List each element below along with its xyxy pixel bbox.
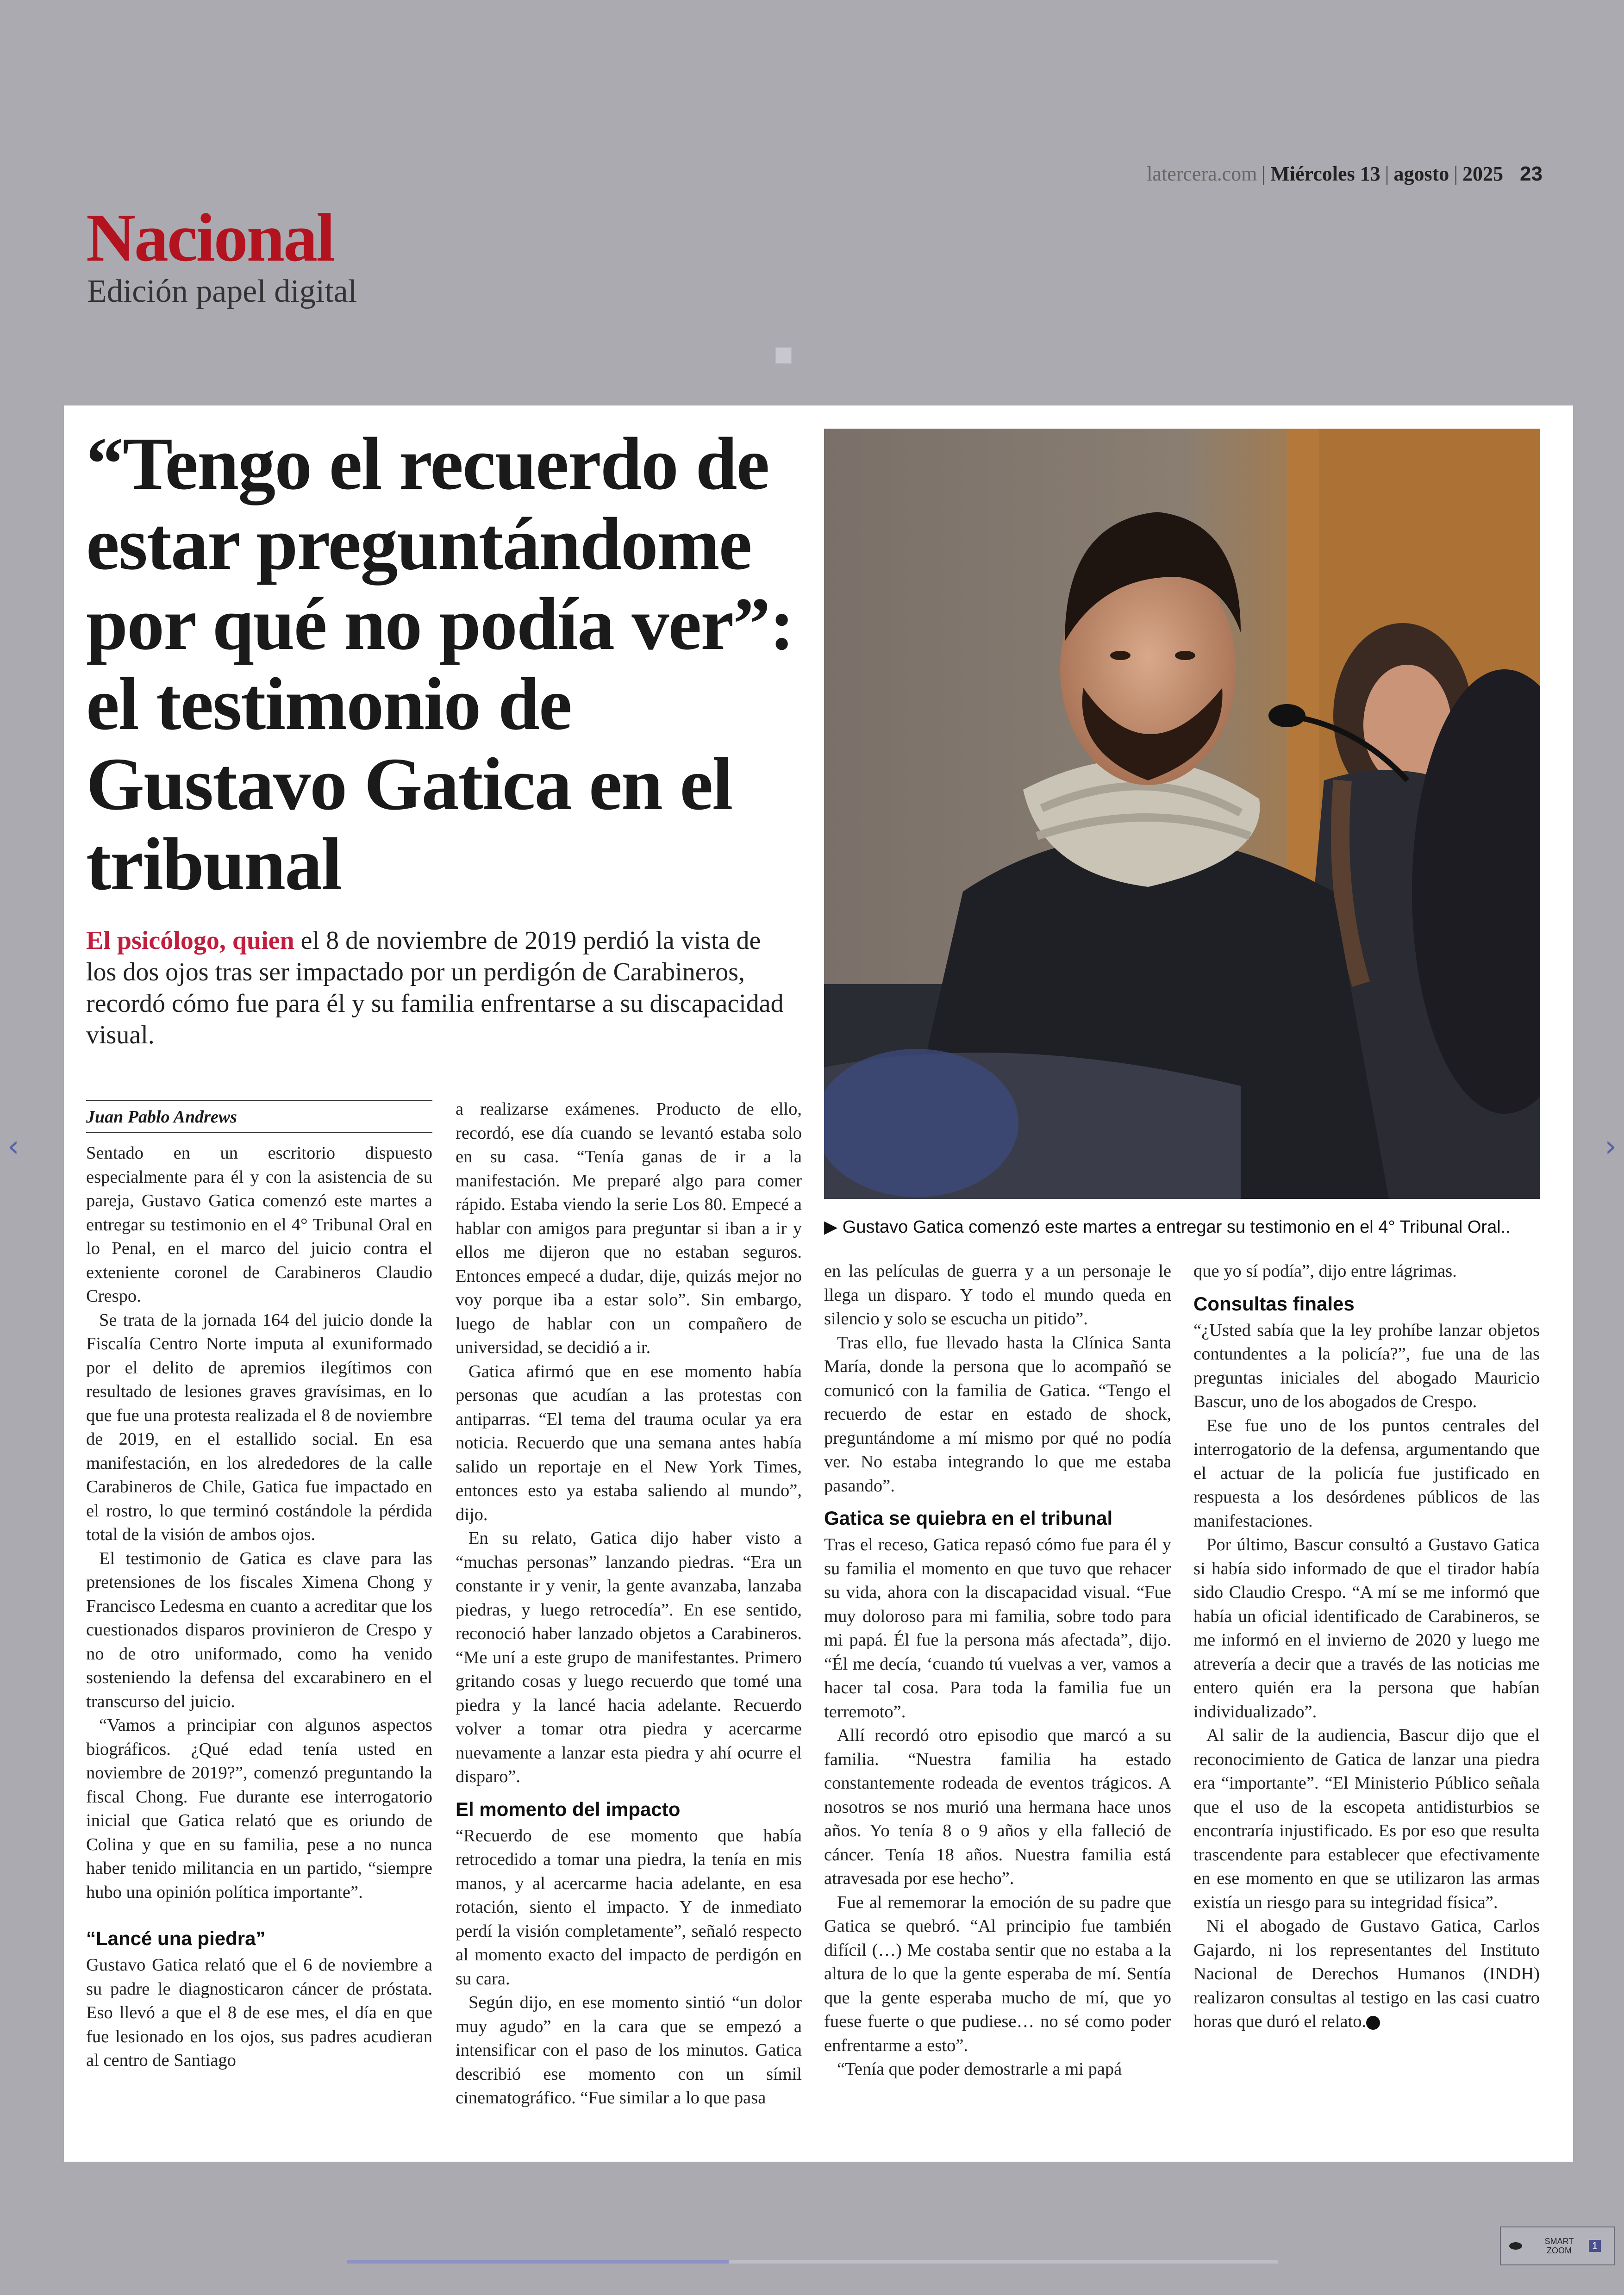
- progress-fill: [347, 2260, 729, 2264]
- paragraph: “Vamos a principiar con algunos aspectos biográficos. ¿Qué edad tenía usted en noviembre de 2019?”, comenzó preguntando la fiscal Chong. Fue durante ese interrogatorio inicial que Gatica relató que es oriundo de Colina y que en su familia, pese a no nunca haber tenido militancia en un partido, “siempre hubo una opinión política importante”.: [86, 1715, 432, 1902]
- lede-text: el 8 de noviembre de 2019 perdió la vista de los dos ojos tras ser impactado por un perdigón de Carabineros, recordó cómo fue para él y su familia enfrentarse a su discapacidad visual.: [86, 926, 784, 1049]
- eye-icon: [1509, 2242, 1522, 2250]
- paragraph: Gustavo Gatica relató que el 6 de noviembre a su padre le diagnosticaron cáncer de próstata. Eso llevó a que el 8 de ese mes, el día en que fue lesionado en los ojos, sus padres acudieran al centro de Santiago: [86, 1955, 432, 2070]
- paragraph-text: Ni el abogado de Gustavo Gatica, Carlos Gajardo, ni los representantes del Instituto Nacional de Derechos Humanos (INDH) realizaron consultas al testigo en las casi cuatro horas que duró el relato.: [1193, 1916, 1540, 2031]
- article-column-4: [1193, 1260, 1540, 2034]
- subheading: Gatica se quiebra en el tribunal: [824, 1507, 1113, 1529]
- section-title: Nacional: [86, 200, 334, 276]
- end-mark-icon: [1366, 2016, 1380, 2030]
- smart-zoom-label: SMART ZOOM: [1544, 2237, 1574, 2255]
- paragraph: en las películas de guerra y a un personaje le llega un disparo. Y todo el mundo queda en silencio y solo se escucha un pitido”.: [824, 1261, 1171, 1328]
- article-column-1: [86, 1141, 432, 2073]
- paragraph: [1193, 1915, 1540, 2034]
- edition-label: Edición papel digital: [87, 274, 357, 309]
- paragraph: Según dijo, en ese momento sintió “un dolor muy agudo” en la cara que se empezó a intensificar con el paso de los minutos. Gatica describió ese momento con un símil cinematográfico. “Fue similar a lo que pasa: [456, 1993, 802, 2108]
- issue-year: 2025: [1462, 162, 1504, 185]
- paragraph: Tras ello, fue llevado hasta la Clínica Santa María, donde la persona que lo acompañó se comunicó con la familia de Gatica. “Tengo el recuerdo de estar en estado de shock, preguntándome a mí mismo por qué no podía ver. No estaba integrando lo que me estaba pasando”.: [824, 1333, 1171, 1496]
- site-name: latercera.com: [1147, 162, 1257, 185]
- article-column-2: [456, 1098, 802, 2110]
- paragraph: “¿Usted sabía que la ley prohíbe lanzar objetos contundentes a la policía?”, fue una de las preguntas iniciales del abogado Mauricio Bascur, uno de los abogados de Crespo.: [1193, 1320, 1540, 1411]
- issue-month: agosto: [1393, 162, 1449, 185]
- page-header-meta: latercera.com | Miércoles 13 | agosto | 2025 23: [1147, 162, 1543, 185]
- page-thumbnail-icon[interactable]: [775, 347, 792, 364]
- photo-illustration: [824, 429, 1540, 1199]
- prev-page-button[interactable]: ‹: [7, 1129, 19, 1164]
- issue-day: Miércoles 13: [1270, 162, 1380, 185]
- smart-zoom-badge: 1: [1589, 2240, 1601, 2252]
- next-page-button[interactable]: ›: [1605, 1129, 1617, 1164]
- subheading: El momento del impacto: [456, 1798, 681, 1820]
- paragraph: En su relato, Gatica dijo haber visto a “muchas personas” lanzando piedras. “Era un constante ir y venir, la gente avanzaba, lanzaba piedras, y luego retrocedía”. En ese sentido, reconoció haber lanzado objetos a Carabineros. “Me uní a este grupo de manifestantes. Primero gritando cosas y luego recuerdo que tomé una piedra y la lancé hacia adelante. Recuerdo volver a tomar otra piedra y acercarme nuevamente a lanzar esta piedra y ahí ocurre el disparo”.: [456, 1528, 802, 1786]
- newspaper-page: [64, 405, 1573, 2162]
- paragraph: Allí recordó otro episodio que marcó a su familia. “Nuestra familia ha estado constantemente rodeada de eventos trágicos. A nosotros se nos murió una hermana hace unos años. Yo tenía 8 o 9 años y ella falleció de cáncer. Tenía 18 años. Nuestra familia está atravesada por ese hecho”.: [824, 1726, 1171, 1888]
- subheading: “Lancé una piedra”: [86, 1927, 266, 1949]
- byline: Juan Pablo Andrews: [86, 1100, 432, 1133]
- paragraph: Gatica afirmó que en ese momento había personas que acudían a las protestas con antiparras. “El tema del trauma ocular ya era noticia. Recuerdo que una semana antes había salido un reportaje en el New York Times, entonces esto ya estaba saliendo al mundo”, dijo.: [456, 1361, 802, 1524]
- page-number: 23: [1520, 162, 1543, 185]
- paragraph: Por último, Bascur consultó a Gustavo Gatica si había sido informado de que el tirador había sido Claudio Crespo. “A mí se me informó que había un oficial identificado de Carabineros, se me informó en el invierno de 2020 y luego me atrevería a decir que a través de las noticias me entero quién era la persona que habían individualizado”.: [1193, 1535, 1540, 1721]
- paragraph: “Recuerdo de ese momento que había retrocedido a tomar una piedra, la tenía en mis manos, y al acercarme hacia adelante, en esa rotación, siento el impacto. Y de inmediato perdí la visión completamente”, señaló respecto al momento exacto del impacto de perdigón en su cara.: [456, 1826, 802, 1989]
- lede-kicker: El psicólogo, quien: [86, 926, 294, 955]
- paragraph: Al salir de la audiencia, Bascur dijo que el reconocimiento de Gatica de lanzar una piedra era “importante”. “El Ministerio Público señala que el uso de la escopeta antidisturbios se encontraría injustificado. Es por eso que resulta trascendente para establecer que efectivamente en ese momento en que se utilizaron las armas existía un riesgo para su integridad física”.: [1193, 1726, 1540, 1912]
- article-column-3: [824, 1260, 1171, 2082]
- photo-caption: ▶ Gustavo Gatica comenzó este martes a entregar su testimonio en el 4° Tribunal Oral..: [824, 1217, 1511, 1237]
- smart-zoom-button[interactable]: [1500, 2226, 1615, 2265]
- paragraph: que yo sí podía”, dijo entre lágrimas.: [1193, 1261, 1457, 1281]
- paragraph: Se trata de la jornada 164 del juicio donde la Fiscalía Centro Norte imputa al exuniformado por el delito de apremios ilegítimos con resultado de lesiones graves gravísimas, en lo que fue una protesta realizada el 8 de noviembre de 2019, en el estallido social. En esa manifestación, en los alrededores de la calle Carabineros de Chile, Gatica fue impactado en el rostro, lo que terminó costándole la pérdida total de la visión de ambos ojos.: [86, 1310, 432, 1544]
- paragraph: Fue al rememorar la emoción de su padre que Gatica se quebró. “Al principio fue también difícil (…) Me costaba sentir que no estaba a la altura de lo que la gente esperaba de mí. Sentía que la gente esperaba mucho de mí, que yo fuese fuerte o que pudiese… no sé como poder enfrentarme a esto”.: [824, 1892, 1171, 2055]
- paragraph: a realizarse exámenes. Producto de ello, recordó, ese día cuando se levantó estaba solo en su casa. “Tenía ganas de ir a la manifestación. Me preparé algo para comer rápido. Estaba viendo la serie Los 80. Empecé a hablar con amigos para preguntar si iban a ir y ellos me dijeron que no estaban seguros. Entonces empecé a dudar, dije, quizás mejor no voy porque iba a estar solo”. Sin embargo, luego de hablar con un compañero de universidad, se decidió a ir.: [456, 1099, 802, 1357]
- paragraph: “Tenía que poder demostrarle a mi papá: [837, 2059, 1122, 2079]
- page-progress-bar[interactable]: [347, 2260, 1278, 2264]
- paragraph: El testimonio de Gatica es clave para las pretensiones de los fiscales Ximena Chong y Francisco Ledesma en cuanto a acreditar que los cuestionados disparos provinieron de Crespo y no de otro uniformado, como ha venido sosteniendo la defensa del excarabinero en el transcurso del juicio.: [86, 1548, 432, 1711]
- article-headline: “Tengo el recuerdo de estar preguntándome por qué no podía ver”: el testimonio de Gustavo Gatica en el tribunal: [86, 423, 794, 906]
- paragraph: Tras el receso, Gatica repasó cómo fue para él y su familia el momento en que tuvo que rehacer su vida, ahora con la discapacidad visual. “Fue muy doloroso para mi familia, sobre todo para mi papá. Él fue la persona más afectada”, dijo. “Él me decía, ‘cuando tú vuelvas a ver, vamos a hacer tal cosa. Para toda la familia fue un terremoto”.: [824, 1535, 1171, 1721]
- subheading: Consultas finales: [1193, 1292, 1355, 1315]
- article-photo: [824, 429, 1540, 1199]
- paragraph: Sentado en un escritorio dispuesto especialmente para él y con la asistencia de su pareja, Gustavo Gatica comenzó este martes a entregar su testimonio en el 4° Tribunal Oral en lo Penal, en el marco del juicio contra el exteniente coronel de Carabineros Claudio Crespo.: [86, 1143, 432, 1306]
- article-lede: [86, 925, 790, 1051]
- paragraph: Ese fue uno de los puntos centrales del interrogatorio de la defensa, argumentando que el actuar de la policía fue justificado en respuesta a los desórdenes públicos de las manifestaciones.: [1193, 1416, 1540, 1531]
